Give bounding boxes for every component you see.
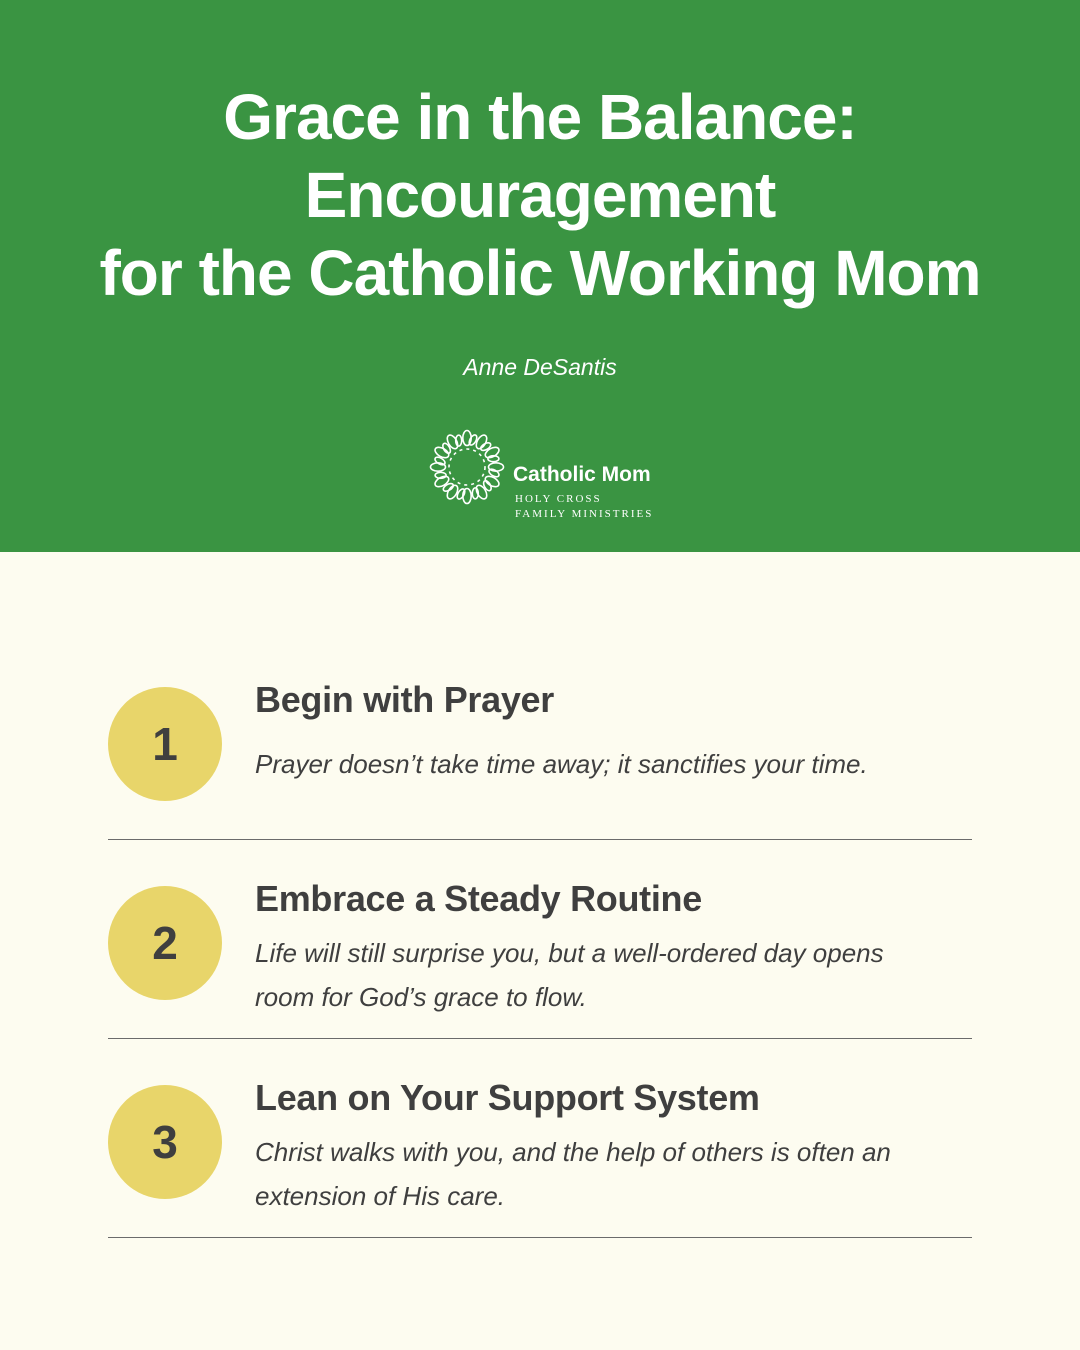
step-number-badge: 3: [108, 1085, 222, 1199]
author-name: Anne DeSantis: [463, 354, 617, 380]
logo-name: Catholic Mom: [513, 463, 651, 486]
logo-subtitle-2: FAMILY MINISTRIES: [515, 508, 654, 520]
step-number-badge: 1: [108, 687, 222, 801]
step-description: Prayer doesn’t take time away; it sanctifies your time.: [255, 749, 868, 779]
step-item-3: [108, 1039, 972, 1238]
wreath-icon: [428, 428, 506, 506]
step-title: Lean on Your Support System: [255, 1077, 760, 1118]
title-line-2: Encouragement: [304, 159, 776, 231]
title-line-3: for the Catholic Working Mom: [99, 237, 981, 309]
step-item-2: [108, 840, 972, 1039]
page-title: [0, 78, 1080, 312]
catholic-mom-logo: [428, 428, 668, 523]
step-description: Christ walks with you, and the help of others is often an extension of His care.: [255, 1137, 891, 1211]
logo-subtitle-1: HOLY CROSS: [515, 493, 602, 505]
step-description: Life will still surprise you, but a well-ordered day opens room for God’s grace to flow.: [255, 938, 884, 1012]
step-title: Begin with Prayer: [255, 679, 554, 720]
step-item-1: [108, 641, 972, 840]
header-banner: [0, 0, 1080, 552]
title-line-1: Grace in the Balance:: [223, 81, 857, 153]
step-number-badge: 2: [108, 886, 222, 1000]
step-title: Embrace a Steady Routine: [255, 878, 702, 919]
